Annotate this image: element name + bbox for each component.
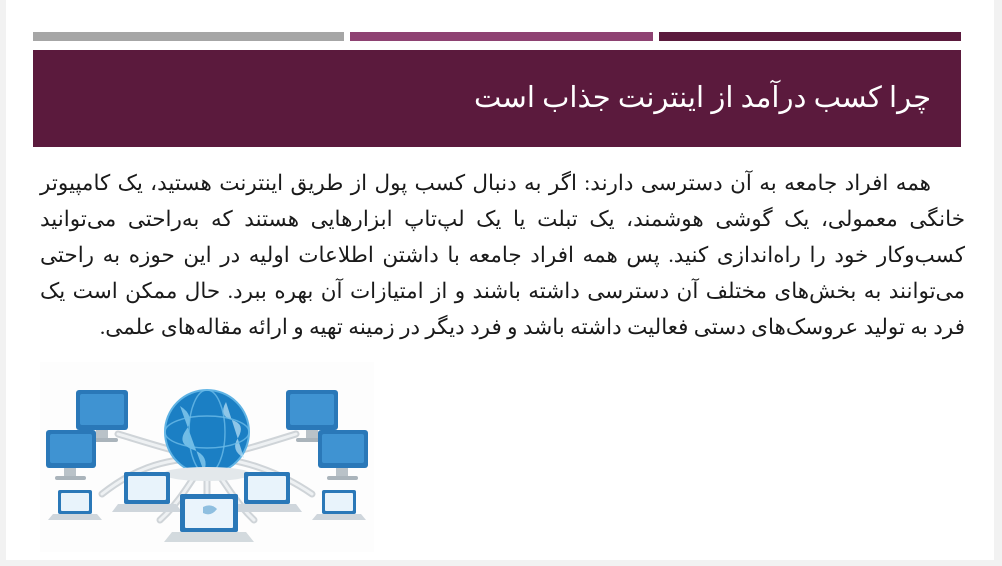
accent-bar-gray <box>33 32 344 41</box>
body-paragraph: همه افراد جامعه به آن دسترسی دارند: اگر به دنبال کسب پول از طریق اینترنت هستید، یک کامپیوتر خانگی معمولی، یک گوشی هوشمند، یک تبلت یا یک لپ‌تاپ ابزارهایی هستند که به‌راحتی می‌توانید کسب‌وکار خود را راه‌اندازی کنید. پس همه افراد جامعه با داشتن اطلاعات اولیه در این حوزه به راحتی می‌توانند به بخش‌های مختلف آن دسترسی داشته باشند و از امتیازات آن بهره ببرد. حال ممکن است یک فرد به تولید عروسک‌های دستی فعالیت داشته باشد و فرد دیگر در زمینه تهیه و ارائه مقاله‌های علمی. <box>40 171 965 339</box>
accent-bar-dark <box>659 32 961 41</box>
network-illustration-svg <box>40 362 374 552</box>
body-block <box>40 165 965 345</box>
title-band <box>33 50 961 147</box>
accent-bar-mid <box>350 32 653 41</box>
page-edge-right <box>994 0 1002 566</box>
network-illustration <box>40 362 374 552</box>
page-edge-left <box>0 0 6 566</box>
page-edge-bottom <box>0 560 1002 566</box>
accent-bars <box>33 32 961 41</box>
page-title: چرا کسب درآمد از اینترنت جذاب است <box>474 82 931 115</box>
